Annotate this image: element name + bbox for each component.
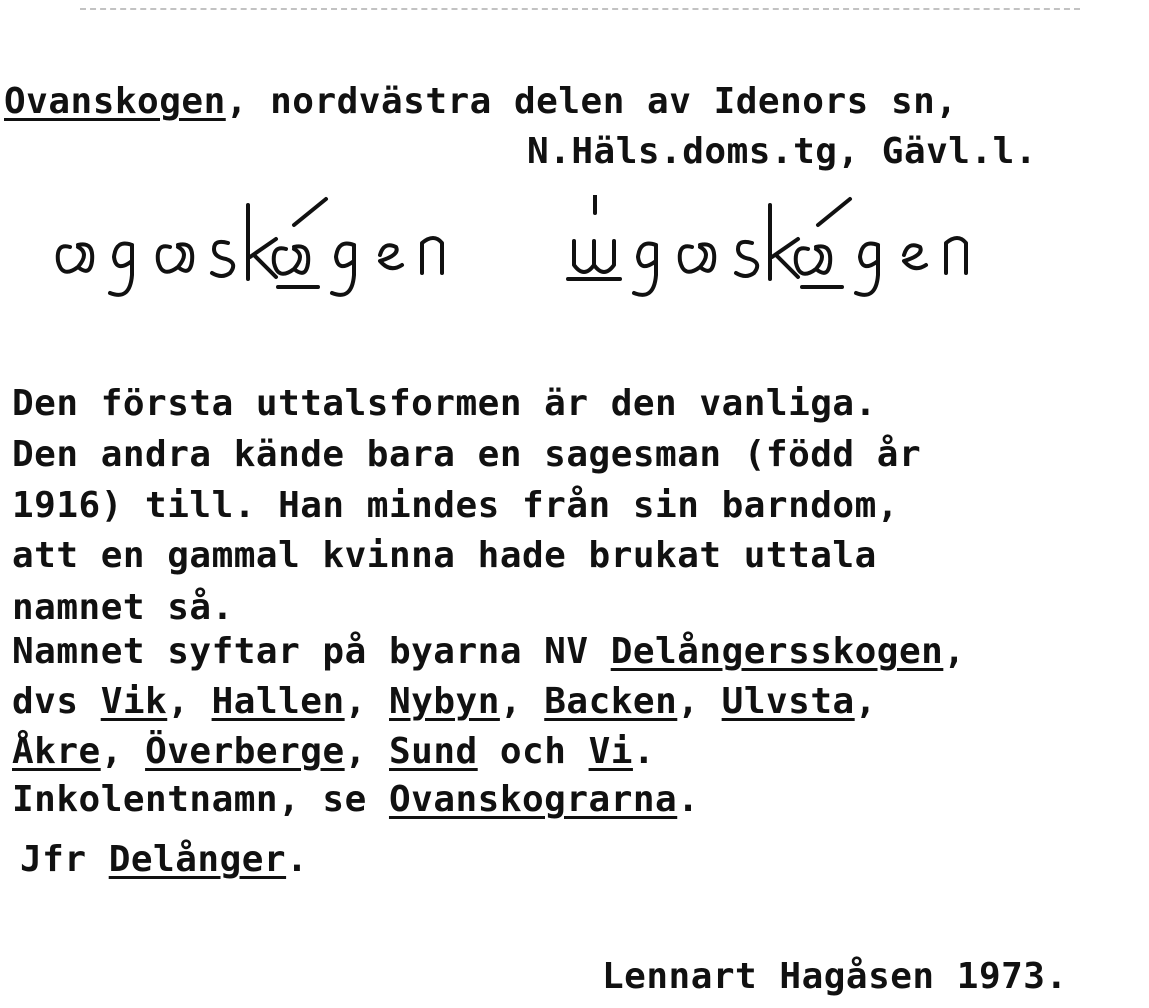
header-location: , nordvästra delen av Idenors sn,: [225, 81, 958, 122]
line7-dvs: dvs: [12, 681, 101, 722]
village-ulvsta: Ulvsta: [721, 681, 855, 722]
line9-end: .: [677, 779, 700, 820]
line10-end: .: [286, 839, 309, 880]
body-line-7: [12, 680, 877, 724]
body-line-5: namnet så.: [12, 587, 234, 628]
phonetic-handwriting: [50, 195, 1050, 305]
village-backen: Backen: [544, 681, 678, 722]
pronunciation-2-strokes: [568, 195, 966, 295]
village-nybyn: Nybyn: [389, 681, 500, 722]
line8-end: .: [632, 731, 656, 772]
body-line-8: [12, 730, 655, 774]
body-line-10: [20, 838, 308, 882]
line6-comma: ,: [943, 631, 966, 672]
sep: ,: [344, 681, 389, 722]
body-line-4: att en gammal kvinna hade brukat uttala: [12, 535, 877, 576]
village-hallen: Hallen: [211, 681, 345, 722]
och: och: [477, 731, 589, 772]
line6-text: Namnet syftar på byarna NV: [12, 631, 611, 672]
phonetic-forms: [50, 195, 1050, 305]
village-overberge: Överberge: [145, 731, 345, 772]
sep: ,: [100, 731, 146, 772]
sep: ,: [344, 731, 389, 772]
ref-ovanskograrna: Ovanskograrna: [388, 779, 678, 820]
headword: Ovanskogen: [4, 81, 226, 122]
line7-end: ,: [854, 681, 877, 722]
pronunciation-1-strokes: [58, 199, 442, 295]
village-sund: Sund: [389, 731, 478, 772]
body-line-2: Den andra kände bara en sagesman (född år: [12, 434, 922, 475]
body-line-1: Den första uttalsformen är den vanliga.: [12, 383, 877, 424]
village-akre: Åkre: [12, 731, 101, 772]
line9-text: Inkolentnamn, se: [12, 779, 389, 820]
village-vi: Vi: [588, 731, 633, 772]
header-line-1: [4, 80, 958, 124]
signature: Lennart Hagåsen 1973.: [602, 956, 1068, 997]
body-line-9: [12, 778, 699, 822]
body-line-6: [12, 630, 966, 674]
sep: ,: [167, 681, 212, 722]
header-line-2: N.Häls.doms.tg, Gävl.l.: [527, 131, 1037, 172]
sep: ,: [677, 681, 722, 722]
ref-delangersskogen: Delångersskogen: [610, 631, 944, 672]
line10-jfr: Jfr: [20, 839, 109, 880]
village-vik: Vik: [100, 681, 168, 722]
body-line-3: 1916) till. Han mindes från sin barndom,: [12, 485, 899, 526]
ref-delanger: Delånger: [108, 839, 287, 880]
card-top-edge: [80, 8, 1080, 10]
sep: ,: [499, 681, 545, 722]
